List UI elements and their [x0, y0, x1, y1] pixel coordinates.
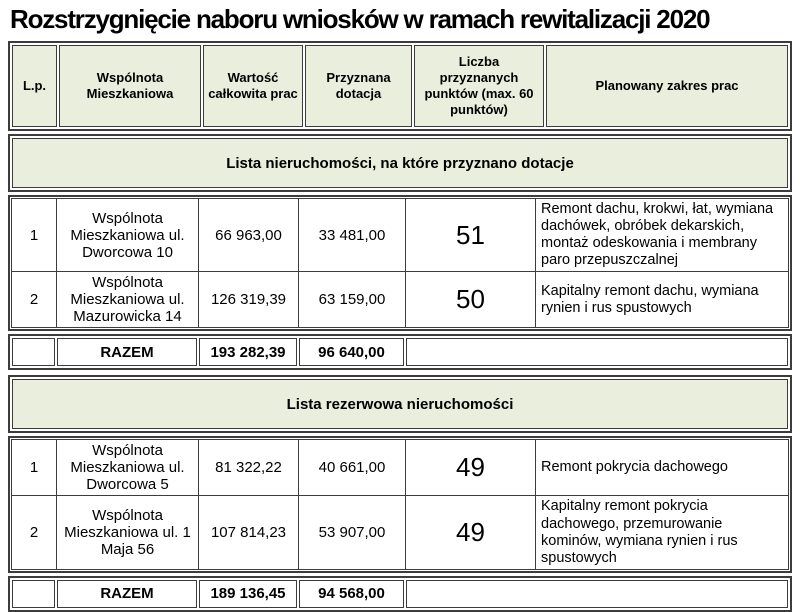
cell-scope: Kapitalny remont dachu, wymiana rynien i rus spustowych [536, 272, 789, 328]
total-row [12, 580, 788, 608]
reserve-rows-table [8, 436, 792, 572]
cell-lp: 2 [12, 496, 57, 569]
table-row [12, 199, 789, 272]
cell-lp: 1 [12, 440, 57, 496]
cell-lp: 2 [12, 272, 57, 328]
reserve-total-row [8, 576, 792, 612]
table-row [12, 496, 789, 569]
col-header-lp: L.p. [12, 45, 57, 127]
cell-total-value: 66 963,00 [199, 199, 299, 272]
total-label: RAZEM [57, 338, 197, 366]
section-band-reserve-label: Lista rezerwowa nieruchomości [12, 379, 788, 429]
cell-empty [406, 580, 788, 608]
cell-community: Wspólnota Mieszkaniowa ul. Dworcowa 10 [57, 199, 199, 272]
cell-total-value: 81 322,22 [199, 440, 299, 496]
col-header-scope: Planowany zakres prac [546, 45, 788, 127]
section-band-granted [8, 134, 792, 192]
header-row [12, 45, 788, 127]
total-value-sum: 193 282,39 [199, 338, 297, 366]
cell-points: 51 [406, 199, 536, 272]
col-header-community: Wspólnota Mieszkaniowa [59, 45, 201, 127]
table-row [12, 272, 789, 328]
cell-scope: Remont pokrycia dachowego [536, 440, 789, 496]
cell-lp: 1 [12, 199, 57, 272]
granted-total-row [8, 334, 792, 370]
table-row [12, 440, 789, 496]
cell-points: 50 [406, 272, 536, 328]
cell-empty [12, 338, 55, 366]
page-title: Rozstrzygnięcie naboru wniosków w ramach rewitalizacji 2020 [10, 4, 710, 34]
cell-scope: Remont dachu, krokwi, łat, wymiana dachówek, obróbek dekarskich, montaż odeskowania i membrany paro przepuszczalnej [536, 199, 789, 272]
col-header-points: Liczba przyznanych punktów (max. 60 punktów) [414, 45, 544, 127]
cell-grant: 33 481,00 [299, 199, 406, 272]
total-row [12, 338, 788, 366]
total-value-sum: 189 136,45 [199, 580, 297, 608]
table-header [8, 41, 792, 131]
section-band-reserve [8, 375, 792, 433]
cell-scope: Kapitalny remont pokrycia dachowego, przemurowanie kominów, wymiana rynien i rus spustowych [536, 496, 789, 569]
cell-total-value: 126 319,39 [199, 272, 299, 328]
cell-grant: 53 907,00 [299, 496, 406, 569]
cell-points: 49 [406, 496, 536, 569]
total-label: RAZEM [57, 580, 197, 608]
cell-community: Wspólnota Mieszkaniowa ul. Dworcowa 5 [57, 440, 199, 496]
total-grant-sum: 94 568,00 [299, 580, 404, 608]
cell-points: 49 [406, 440, 536, 496]
cell-total-value: 107 814,23 [199, 496, 299, 569]
cell-grant: 63 159,00 [299, 272, 406, 328]
cell-community: Wspólnota Mieszkaniowa ul. Mazurowicka 14 [57, 272, 199, 328]
total-grant-sum: 96 640,00 [299, 338, 404, 366]
cell-community: Wspólnota Mieszkaniowa ul. 1 Maja 56 [57, 496, 199, 569]
section-band-granted-label: Lista nieruchomości, na które przyznano dotacje [12, 138, 788, 188]
col-header-total-value: Wartość całkowita prac [203, 45, 303, 127]
col-header-grant: Przyznana dotacja [305, 45, 412, 127]
cell-empty [12, 580, 55, 608]
cell-empty [406, 338, 788, 366]
cell-grant: 40 661,00 [299, 440, 406, 496]
granted-rows-table [8, 195, 792, 331]
